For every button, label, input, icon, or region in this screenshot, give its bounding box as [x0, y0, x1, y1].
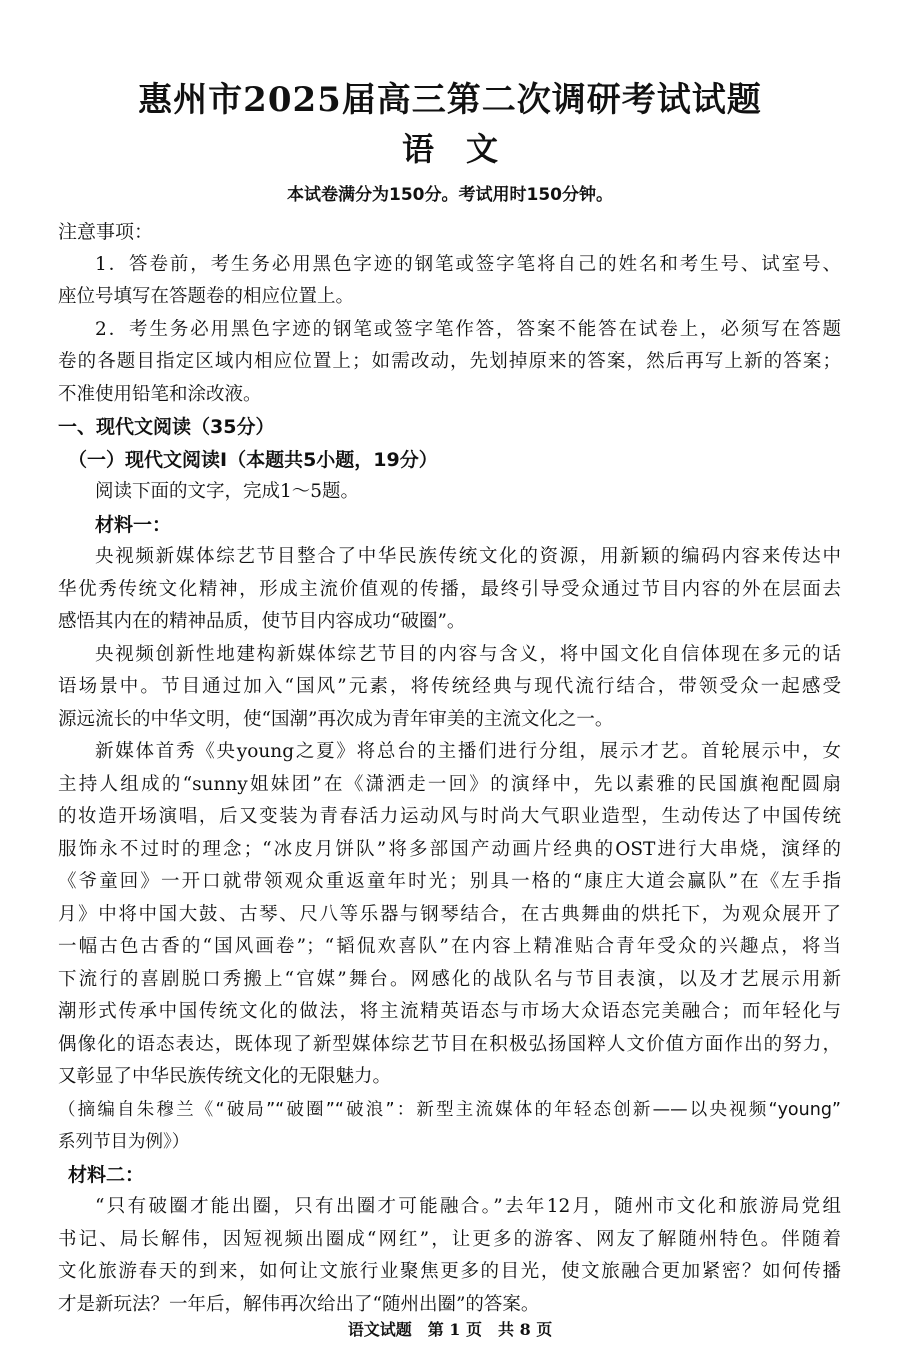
material-1-source-line-1: （摘编自朱穆兰《“破局”“破圈”“破浪”：新型主流媒体的年轻态创新——以央视频“young”: [58, 1099, 841, 1120]
material-1-para-3-line: 又彰显了中华民族传统文化的无限魅力。: [58, 1066, 392, 1087]
notice-item-1-line-1: 1．答卷前，考生务必用黑色字迹的钢笔或签字笔将自己的姓名和考生号、试室号、: [95, 253, 841, 275]
material-1-para-2-line: 源远流长的中华文明，使“国潮”再次成为青年审美的主流文化之一。: [58, 708, 614, 730]
notice-item-2-line-2: 卷的各题目指定区域内相应位置上；如需改动，先划掉原来的答案，然后再写上新的答案；: [58, 351, 841, 372]
material-1-para-2-line: 央视频创新性地建构新媒体综艺节目的内容与含义，将中国文化自信体现在多元的话: [95, 643, 841, 665]
section-heading: 一、现代文阅读（35分）: [58, 416, 275, 438]
material-1-label: 材料一：: [95, 513, 172, 536]
score-time-line: 本试卷满分为150分。考试用时150分钟。: [287, 185, 613, 205]
notice-heading: 注意事项：: [58, 221, 154, 243]
material-1-para-3-line: 下流行的喜剧脱口秀搬上“官媒”舞台。网感化的战队名与节目表演，以及才艺展示用新: [58, 968, 841, 990]
material-2-para-1-line: 书记、局长解伟，因短视频出圈成“网红”，让更多的游客、网友了解随州特色。伴随着: [58, 1228, 841, 1250]
material-1-para-3-line: 服饰永不过时的理念；“冰皮月饼队”将多部国产动画片经典的OST进行大串烧，演绎的: [58, 838, 841, 860]
material-2-para-1-line: 才是新玩法？一年后，解伟再次给出了“随州出圈”的答案。: [58, 1293, 540, 1315]
material-1-para-3-line: 月》中将中国大鼓、古琴、尺八等乐器与钢琴结合，在古典舞曲的烘托下，为观众展开了: [58, 903, 841, 925]
material-1-para-1-line: 感悟其内在的精神品质，使节目内容成功“破圈”。: [58, 611, 466, 632]
exam-title: 惠州市2025届高三第二次调研考试试题: [138, 80, 762, 120]
material-1-source-line-2: 系列节目为例》）: [58, 1132, 190, 1152]
subsection-heading: （一）现代文阅读Ⅰ（本题共5小题，19分）: [68, 448, 438, 471]
material-1-para-3-line: 《爷童回》一开口就带领观众重返童年时光；别具一格的“康庄大道会赢队”在《左手指: [58, 871, 841, 892]
notice-item-1-line-2: 座位号填写在答题卷的相应位置上。: [58, 286, 355, 307]
material-1-para-3-line: 新媒体首秀《央young之夏》将总台的主播们进行分组，展示才艺。首轮展示中，女: [95, 741, 841, 762]
material-2-label: 材料二：: [68, 1163, 145, 1186]
material-1-para-1-line: 华优秀传统文化精神，形成主流价值观的传播，最终引导受众通过节目内容的外在层面去: [58, 578, 841, 600]
material-1-para-3-line: 一幅古色古香的“国风画卷”；“韬侃欢喜队”在内容上精准贴合青年受众的兴趣点，将当: [58, 936, 841, 957]
material-1-para-3-line: 潮形式传承中国传统文化的做法，将主流精英语态与市场大众语态完美融合；而年轻化与: [58, 1001, 841, 1022]
subject-title: 语 文: [401, 130, 498, 168]
material-2-para-1-line: “只有破圈才能出圈，只有出圈才可能融合。”去年12月，随州市文化和旅游局党组: [95, 1196, 841, 1217]
material-1-para-2-line: 语场景中。节目通过加入“国风”元素，将传统经典与现代流行结合，带领受众一起感受: [58, 676, 841, 697]
notice-item-2-line-1: 2．考生务必用黑色字迹的钢笔或签字笔作答，答案不能答在试卷上，必须写在答题: [95, 318, 841, 340]
material-1-para-3-line: 的妆造开场演唱，后又变装为青春活力运动风与时尚大气职业造型，生动传达了中国传统: [58, 806, 841, 827]
material-1-para-3-line: 偶像化的语态表达，既体现了新型媒体综艺节目在积极弘扬国粹人文价值方面作出的努力，: [58, 1033, 841, 1055]
notice-item-2-line-3: 不准使用铅笔和涂改液。: [58, 383, 262, 405]
material-1-para-1-line: 央视频新媒体综艺节目整合了中华民族传统文化的资源，用新颖的编码内容来传达中: [95, 546, 841, 567]
material-2-para-1-line: 文化旅游春天的到来，如何让文旅行业聚焦更多的目光，使文旅融合更加紧密？如何传播: [58, 1261, 841, 1282]
reading-instruction: 阅读下面的文字，完成1～5题。: [95, 481, 360, 502]
exam-body: [58, 216, 841, 1321]
material-1-para-3-line: 主持人组成的“sunny姐妹团”在《潇洒走一回》的演绎中，先以素雅的民国旗袍配圆扇: [58, 773, 841, 795]
page-footer: 语文试题 第 1 页 共 8 页: [347, 1320, 553, 1339]
